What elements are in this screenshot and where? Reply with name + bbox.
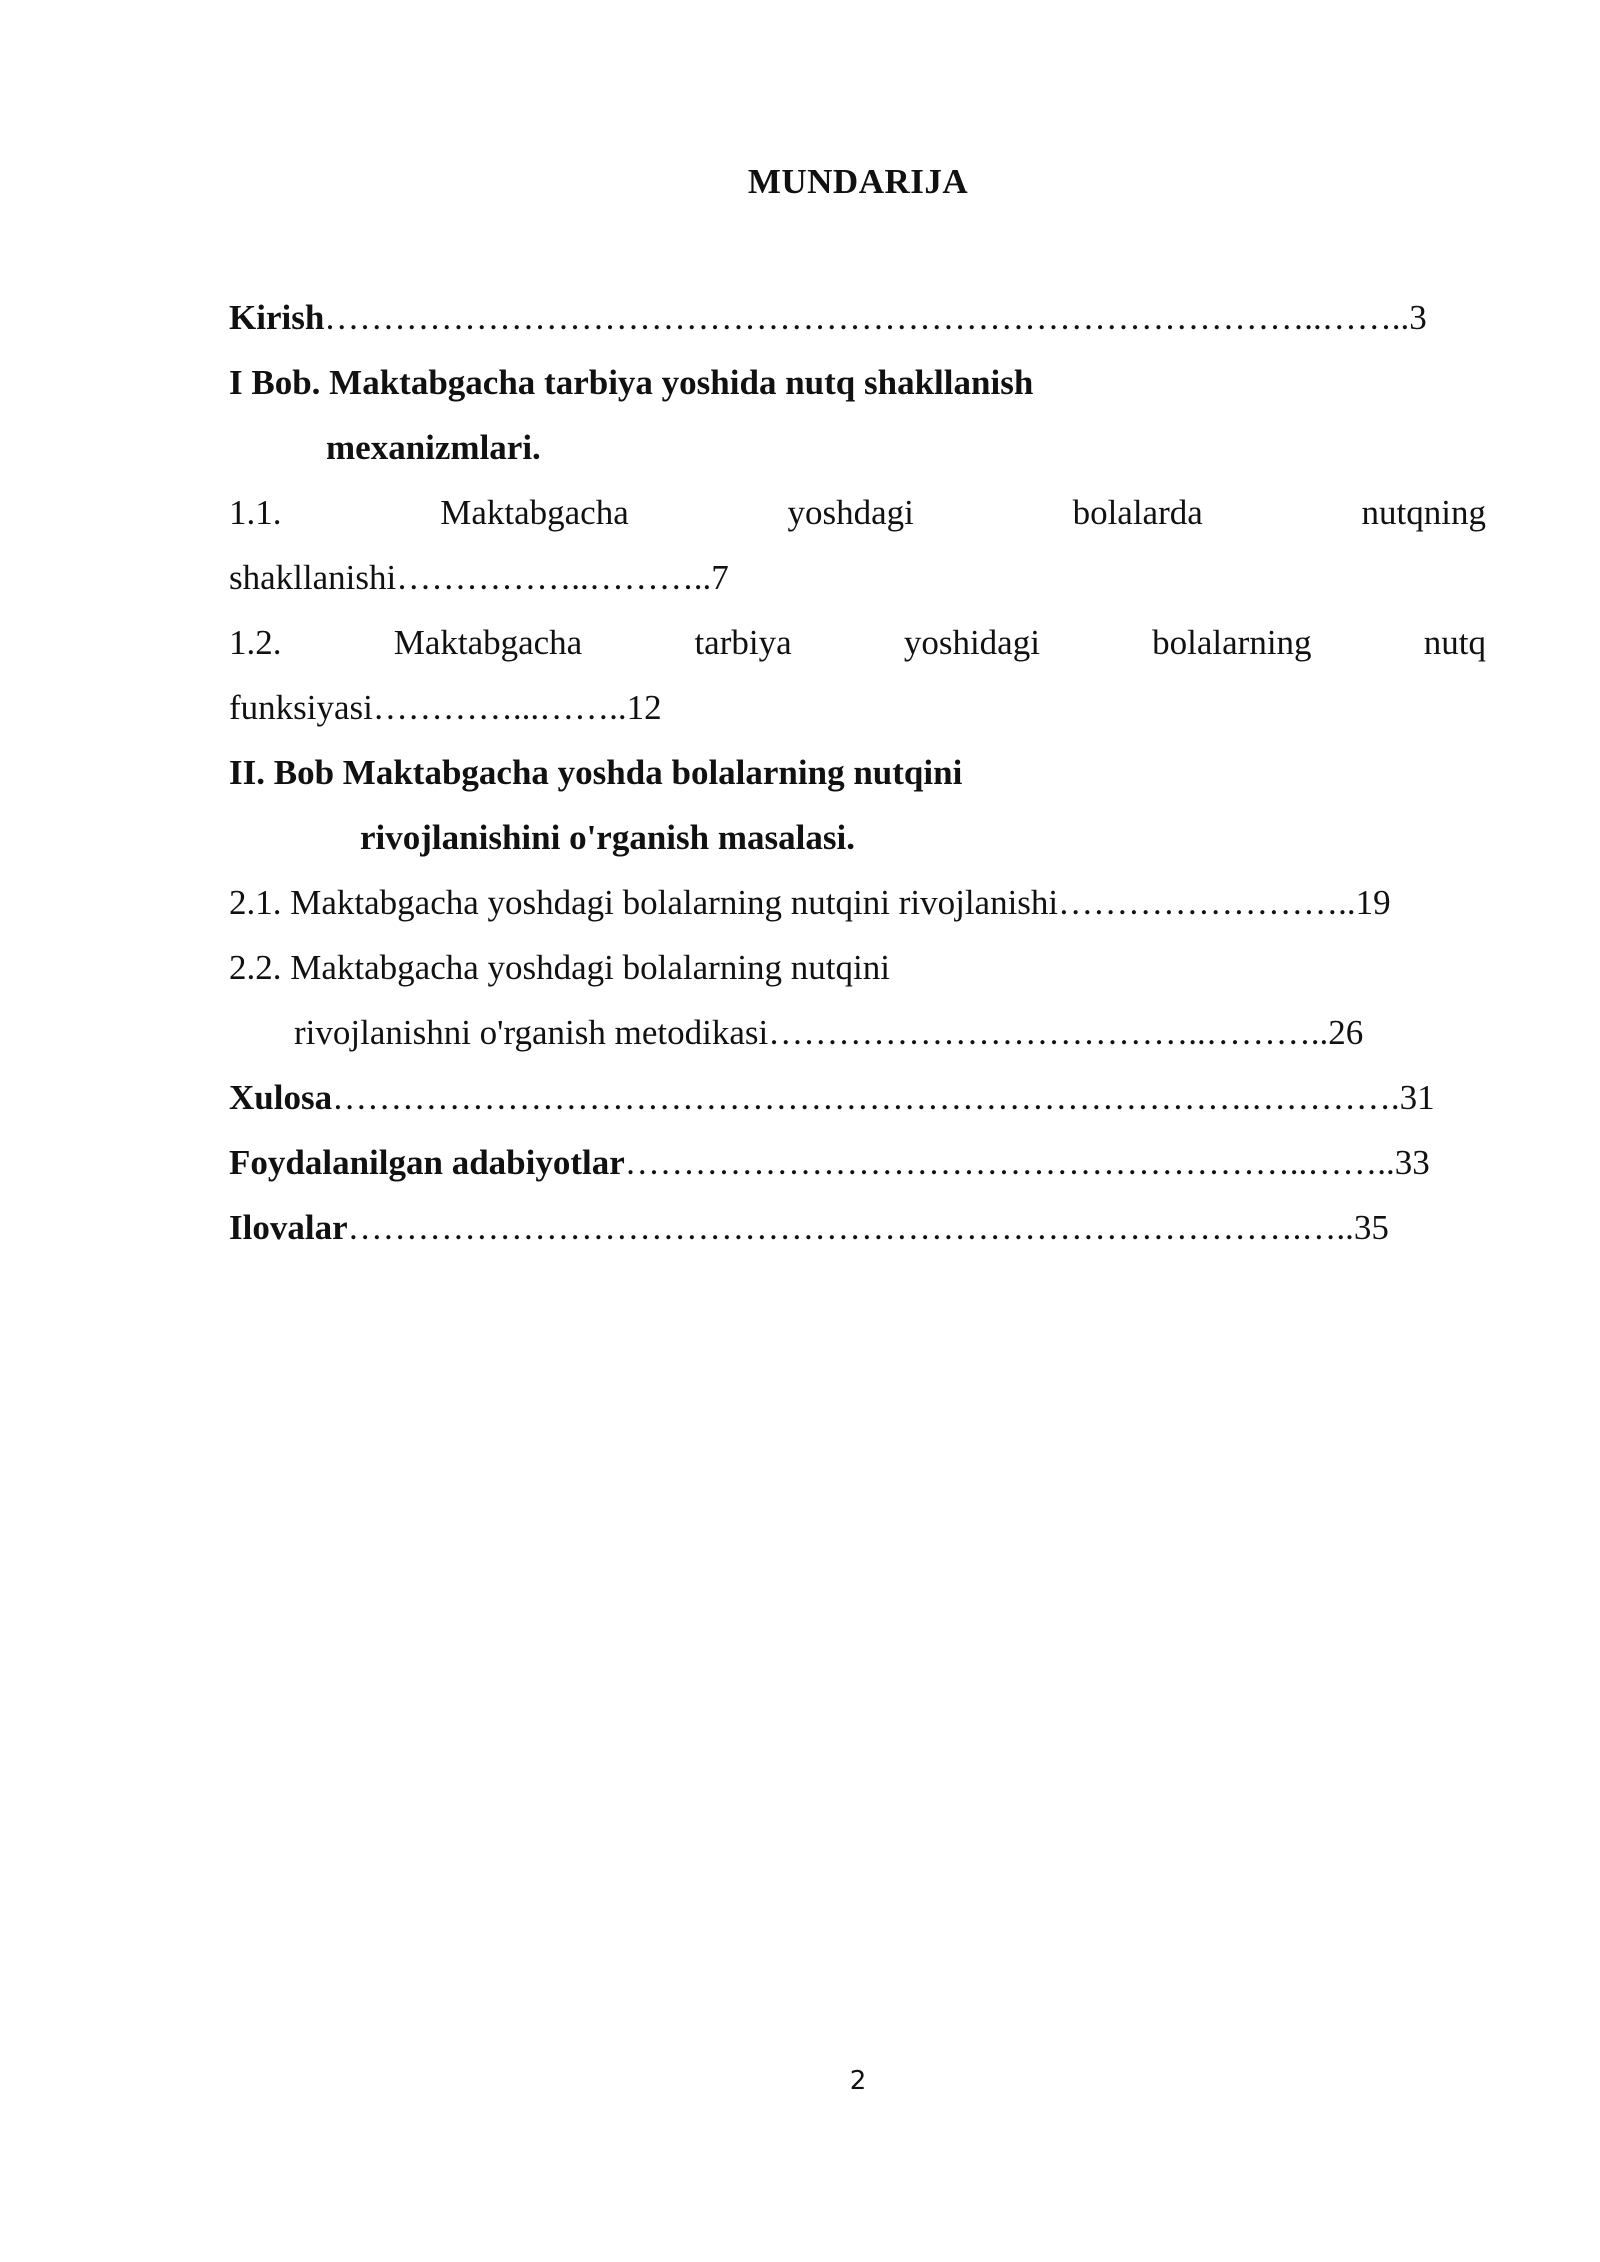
toc-entry-2-1[interactable]: 2.1. Maktabgacha yoshdagi bolalarning nutqini rivojlanishi……………………..19 bbox=[229, 883, 1391, 922]
toc-entry-1-2-cont: funksiyasi…………...……..12 bbox=[229, 688, 662, 727]
toc-word: tarbiya bbox=[694, 623, 792, 662]
toc-entry-xulosa[interactable] bbox=[229, 1074, 1486, 1139]
page-title: MUNDARIJA bbox=[747, 162, 969, 201]
toc-entry-adabiyotlar[interactable] bbox=[229, 1139, 1486, 1204]
toc-leader: ……………………………………………………………………….…..35 bbox=[347, 1208, 1389, 1247]
toc-word: 1.1. bbox=[229, 493, 282, 532]
toc-label: Xulosa bbox=[229, 1078, 333, 1117]
toc-leader: …………………………………………………………………………..……..3 bbox=[324, 298, 1427, 337]
toc-word: bolalarning bbox=[1152, 623, 1312, 662]
toc-word: yoshidagi bbox=[903, 623, 1040, 662]
toc-label: Foydalanilgan adabiyotlar bbox=[229, 1143, 625, 1182]
toc-entry-kirish[interactable] bbox=[229, 294, 1486, 359]
page-number: 2 bbox=[849, 2066, 867, 2096]
toc-chapter-2-title-cont: rivojlanishini o'rganish masalasi. bbox=[360, 818, 855, 857]
toc-entry-1-2[interactable] bbox=[229, 619, 1486, 684]
toc-entry-2-2-cont: rivojlanishni o'rganish metodikasi………………………………..………..26 bbox=[294, 1013, 1364, 1052]
table-of-contents bbox=[229, 294, 1486, 1269]
toc-entry-2-2[interactable]: 2.2. Maktabgacha yoshdagi bolalarning nutqini bbox=[229, 948, 890, 987]
toc-leader: …………………………………………………..……..33 bbox=[624, 1143, 1430, 1182]
toc-entry-1-1[interactable] bbox=[229, 489, 1486, 554]
toc-chapter-1-title-cont: mexanizmlari. bbox=[326, 428, 541, 467]
toc-leader: …………………………………………………………………….………….31 bbox=[332, 1078, 1435, 1117]
toc-word: 1.2. bbox=[229, 623, 282, 662]
toc-word: nutq bbox=[1423, 623, 1486, 662]
toc-label: Kirish bbox=[229, 298, 325, 337]
toc-word: bolalarda bbox=[1072, 493, 1203, 532]
toc-label: Ilovalar bbox=[229, 1208, 348, 1247]
toc-chapter-2-title[interactable]: II. Bob Maktabgacha yoshda bolalarning nutqini bbox=[229, 753, 963, 792]
toc-chapter-1-title[interactable]: I Bob. Maktabgacha tarbiya yoshida nutq shakllanish bbox=[229, 363, 1034, 402]
toc-word: Maktabgacha bbox=[393, 623, 583, 662]
toc-word: nutqning bbox=[1361, 493, 1486, 532]
toc-entry-1-1-cont: shakllanishi……………..………..7 bbox=[229, 558, 729, 597]
toc-word: yoshdagi bbox=[787, 493, 914, 532]
toc-entry-ilovalar[interactable] bbox=[229, 1204, 1486, 1269]
toc-word: Maktabgacha bbox=[440, 493, 629, 532]
